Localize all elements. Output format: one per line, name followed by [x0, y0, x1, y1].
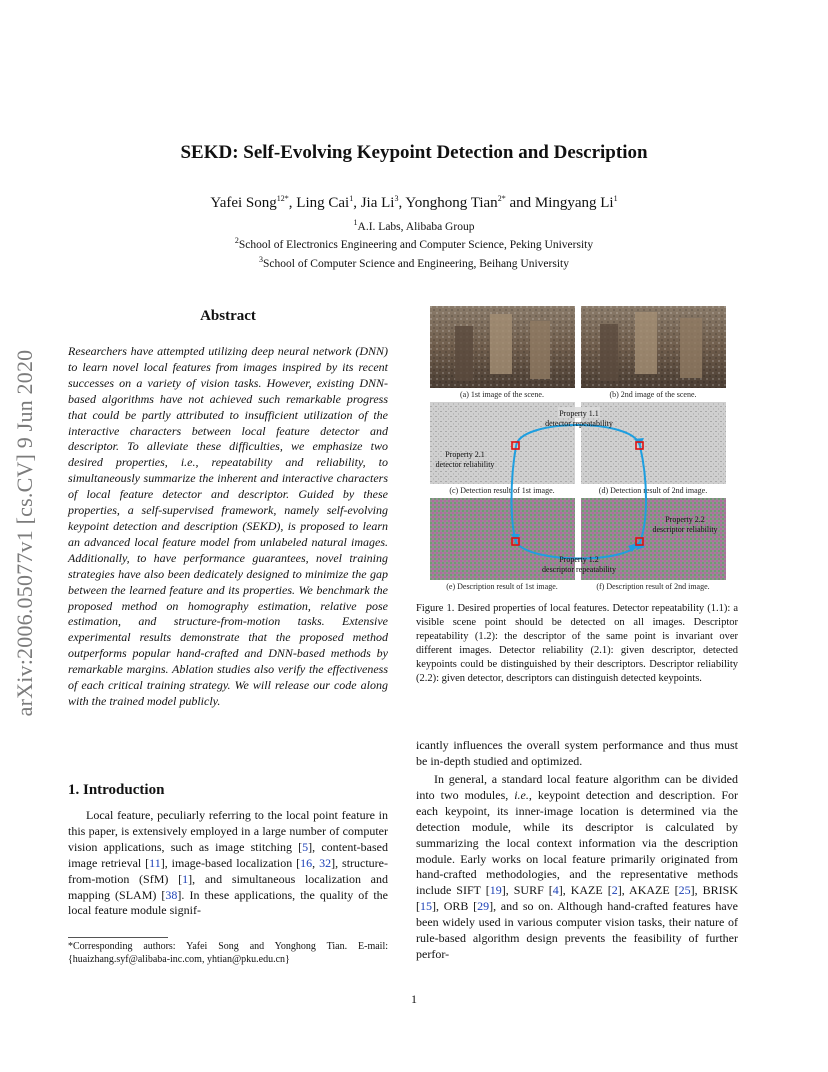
footnote: *Corresponding authors: Yafei Song and Yonghong Tian. E-mail: {huaizhang.syf@alibaba-inc.com, yhtian@pku.edu.cn} — [68, 941, 388, 965]
detection-image-1 — [430, 402, 575, 484]
subcaption-b: (b) 2nd image of the scene. — [609, 390, 697, 399]
figure-1 — [430, 306, 726, 592]
footnote-rule — [68, 937, 168, 938]
subcaption-f: (f) Description result of 2nd image. — [596, 582, 710, 591]
author-name: Yonghong Tian — [405, 195, 498, 211]
author-name: Yafei Song — [210, 195, 277, 211]
citation-link[interactable]: 19 — [489, 883, 502, 898]
intro-paragraph: Local feature, peculiarly referring to the local point feature in this paper, is extensively employed in a large number of computer vision applications, such as image stitching [5], content-based image retrieval [11], image-based localization [16, 32], structure-from-motion (SfM) [1], and simultaneous localization and mapping (SLAM) [38]. In these applications, the quality of the local feature module signif- — [68, 808, 389, 918]
paper-title: SEKD: Self-Evolving Keypoint Detection and Description — [180, 142, 648, 163]
scene-image-2 — [581, 306, 726, 388]
citation-link[interactable]: 32 — [319, 855, 332, 870]
author-name: Ling Cai — [296, 195, 350, 211]
body-paragraph: In general, a standard local feature algorithm can be divided into two modules, i.e., keypoint detection and description. For each keypoint, its inner-image location is determined via the detection module, while its descriptor is calculated by summarizing the local context information via the description module. Early works on local feature primarily originated from hand-crafted methodologies, and the representative methods include SIFT [19], SURF [4], KAZE [2], AKAZE [25], BRISK [15], ORB [29], and so on. Although hand-crafted features have been widely used in various computer vision tasks, their nature of rule-based algorithm design prevents the feasibility of further perfor- — [416, 772, 738, 961]
property-2-1-desc: detector reliability — [435, 460, 495, 469]
section-heading-introduction: 1. Introduction — [68, 782, 165, 798]
detection-image-2 — [581, 402, 726, 484]
author-list: Yafei Song$^{12*}$, Ling Cai$^1$, Jia Li$^3$, Yonghong Tian$^{2*}$ and Mingyang Li$^1$ — [210, 194, 618, 211]
citation-link[interactable]: 15 — [420, 899, 432, 914]
citation-link[interactable]: 16 — [300, 855, 313, 870]
citation-link[interactable]: 25 — [678, 883, 691, 898]
affiliation-1: $^1$A.I. Labs, Alibaba Group — [353, 218, 475, 233]
citation-link[interactable]: 11 — [149, 855, 161, 870]
subcaption-e: (e) Description result of 1st image. — [446, 582, 558, 591]
citation-link[interactable]: 5 — [302, 839, 309, 854]
property-2-2-desc: descriptor reliability — [652, 525, 718, 534]
citation-link[interactable]: 2 — [611, 883, 618, 898]
abstract-heading: Abstract — [200, 308, 256, 324]
affiliation-2: $^2$School of Electronics Engineering and Computer Science, Peking University — [234, 236, 594, 251]
property-1-1-desc: detector repeatability — [545, 419, 613, 428]
author-name: Jia Li — [360, 195, 395, 211]
affiliation-3: $^3$School of Computer Science and Engineering, Beihang University — [259, 255, 569, 270]
property-1-2-desc: descriptor repeatability — [542, 565, 616, 574]
page-number: 1 — [411, 992, 417, 1006]
figure-caption: Figure 1. Desired properties of local features. Detector repeatability (1.1): a visible scene point should be detected on all images. Descriptor repeatability (1.2): the descriptor of the same point is invariant over different images. Detector reliability (2.1): given descriptor, detected keypoints could be distinguished by their descriptors. Descriptor reliability (2.2): given detector, descriptors can distinguish detected keypoints. — [416, 603, 738, 685]
scene-image-1 — [430, 306, 575, 388]
author-name: Mingyang Li — [534, 195, 614, 211]
subcaption-d: (d) Detection result of 2nd image. — [598, 486, 708, 495]
citation-link[interactable]: 29 — [477, 899, 490, 914]
subcaption-c: (c) Detection result of 1st image. — [449, 486, 555, 495]
citation-link[interactable]: 4 — [552, 883, 559, 898]
property-2-2-name: Property 2.2 — [665, 515, 705, 524]
property-1-2-name: Property 1.2 — [559, 555, 599, 564]
body-paragraph-continuation: icantly influences the overall system performance and thus must be in-depth studied and optimized. — [416, 738, 738, 768]
subcaption-a: (a) 1st image of the scene. — [460, 390, 544, 399]
property-2-1-name: Property 2.1 — [445, 450, 485, 459]
citation-link[interactable]: 38 — [165, 887, 178, 902]
abstract-text: Researchers have attempted utilizing deep neural network (DNN) to learn novel local features from images inspired by its recent successes on a variety of vision tasks. However, existing DNN-based algorithms have not achieved such remarkable progress that could be partly attributed to insufficient utilization of the interactive characters between local feature detector and descriptor. To alleviate these difficulties, we emphasize two desired properties, i.e., repeatability and reliability, to simultaneously summarize the inherent and interactive characters of local feature detector and descriptor. Guided by these properties, a self-supervised framework, namely self-evolving keypoint detection and description (SEKD), is proposed to learn an advanced local feature model from unlabeled natural images. Additionally, to have performance guarantees, novel training strategies have also been dedicately designed to minimize the gap between the learned feature and its properties. We benchmark the proposed method on homography estimation, relative pose estimation, and structure-from-motion tasks. Extensive experimental results demonstrate that the proposed method outperforms popular hand-crafted and DNN-based methods by remarkable margins. Ablation studies also verify the effectiveness of each critical training strategy. We will release our code along with the trained model publicly. — [68, 344, 388, 708]
arxiv-stamp: arXiv:2006.05077v1 [cs.CV] 9 Jun 2020 — [12, 349, 37, 717]
property-1-1-name: Property 1.1 — [559, 409, 599, 418]
citation-link[interactable]: 1 — [182, 871, 189, 886]
